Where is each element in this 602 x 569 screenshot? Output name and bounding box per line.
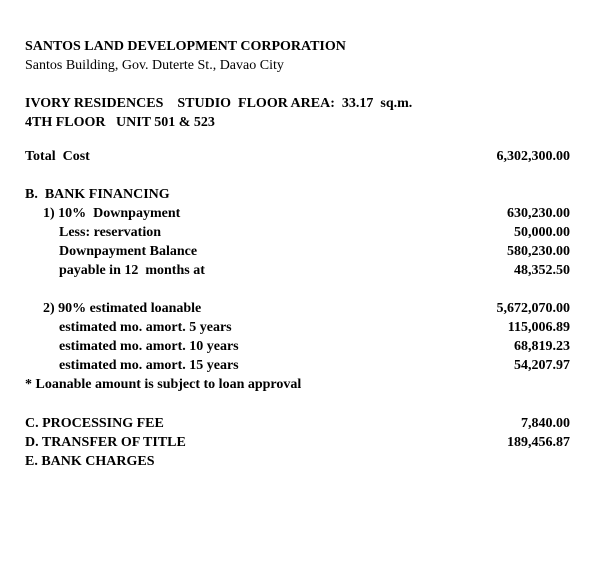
payable-value: 48,352.50 bbox=[514, 263, 570, 278]
payable-row bbox=[25, 261, 570, 280]
unit-info: 4TH FLOOR UNIT 501 & 523 bbox=[25, 115, 215, 130]
transfer-title-value: 189,456.87 bbox=[507, 435, 570, 450]
bank-financing-heading: B. BANK FINANCING bbox=[25, 187, 170, 202]
amort-10-value: 68,819.23 bbox=[514, 339, 570, 354]
project-title: IVORY RESIDENCES STUDIO FLOOR AREA: 33.17 sq.m. bbox=[25, 96, 413, 111]
loan-approval-note: * Loanable amount is subject to loan approval bbox=[25, 377, 302, 392]
processing-fee-label: C. PROCESSING FEE bbox=[25, 416, 164, 431]
loanable-value: 5,672,070.00 bbox=[496, 301, 570, 316]
downpayment-value: 630,230.00 bbox=[507, 206, 570, 221]
bank-charges-row bbox=[25, 452, 570, 471]
transfer-title-label: D. TRANSFER OF TITLE bbox=[25, 435, 186, 450]
amort-15-label: estimated mo. amort. 15 years bbox=[59, 358, 239, 373]
dp-balance-row bbox=[25, 242, 570, 261]
total-cost-row bbox=[25, 147, 570, 166]
loanable-row bbox=[25, 299, 570, 318]
payable-label: payable in 12 months at bbox=[59, 263, 205, 278]
downpayment-row bbox=[25, 204, 570, 223]
amort-10-label: estimated mo. amort. 10 years bbox=[59, 339, 239, 354]
company-address-row bbox=[25, 56, 570, 75]
project-line-2 bbox=[25, 113, 570, 132]
amort-10-row bbox=[25, 337, 570, 356]
loanable-label: 2) 90% estimated loanable bbox=[43, 301, 202, 316]
transfer-title-row bbox=[25, 433, 570, 452]
reservation-value: 50,000.00 bbox=[514, 225, 570, 240]
amort-15-row bbox=[25, 356, 570, 375]
processing-fee-row bbox=[25, 414, 570, 433]
company-name-row bbox=[25, 37, 570, 56]
total-cost-label: Total Cost bbox=[25, 149, 90, 164]
amort-5-row bbox=[25, 318, 570, 337]
amort-5-value: 115,006.89 bbox=[507, 320, 570, 335]
amort-15-value: 54,207.97 bbox=[514, 358, 570, 373]
dp-balance-label: Downpayment Balance bbox=[59, 244, 198, 259]
amort-5-label: estimated mo. amort. 5 years bbox=[59, 320, 232, 335]
bank-charges-label: E. BANK CHARGES bbox=[25, 454, 155, 469]
total-cost-value: 6,302,300.00 bbox=[496, 149, 570, 164]
bank-financing-heading-row bbox=[25, 185, 570, 204]
reservation-row bbox=[25, 223, 570, 242]
downpayment-label: 1) 10% Downpayment bbox=[43, 206, 181, 221]
project-line-1 bbox=[25, 94, 570, 113]
company-name: SANTOS LAND DEVELOPMENT CORPORATION bbox=[25, 39, 346, 54]
processing-fee-value: 7,840.00 bbox=[521, 416, 570, 431]
company-address: Santos Building, Gov. Duterte St., Davao City bbox=[25, 58, 284, 73]
loan-approval-note-row bbox=[25, 375, 570, 394]
dp-balance-value: 580,230.00 bbox=[507, 244, 570, 259]
reservation-label: Less: reservation bbox=[59, 225, 161, 240]
